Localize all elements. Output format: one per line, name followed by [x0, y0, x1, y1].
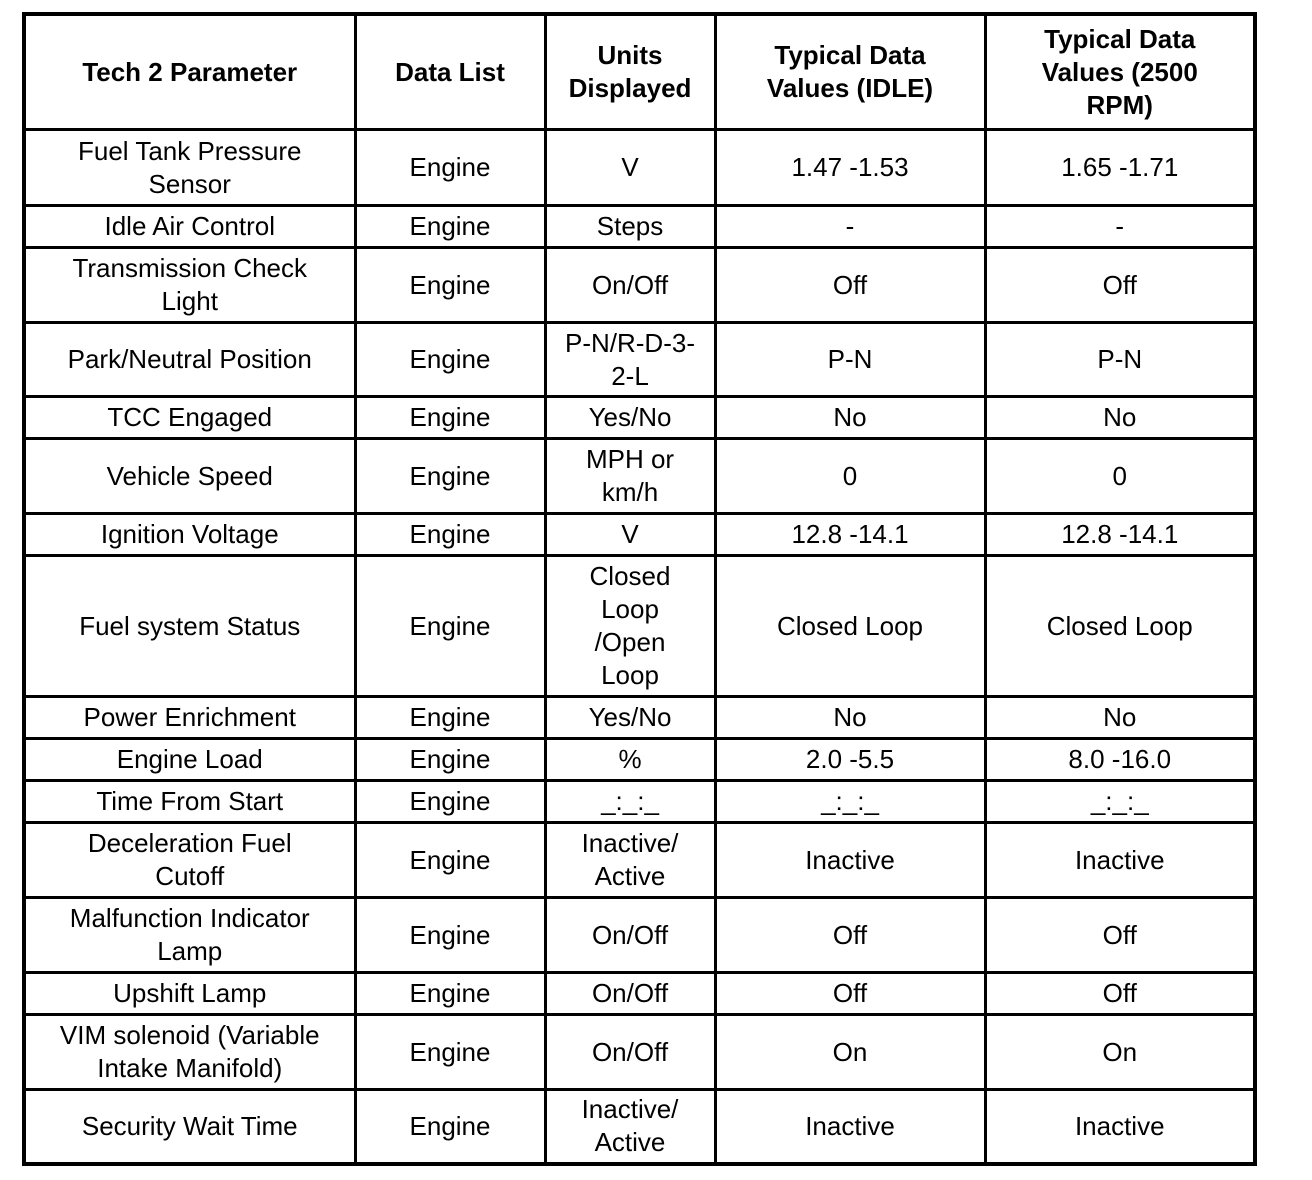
cell-2500rpm-value: 8.0 -16.0 [985, 739, 1255, 781]
cell-idle-value: _:_:_ [715, 781, 985, 823]
cell-data-list: Engine [355, 206, 545, 248]
table-row [24, 514, 1255, 556]
cell-data-list: Engine [355, 1015, 545, 1090]
cell-parameter: Idle Air Control [24, 206, 355, 248]
parameter-table [22, 12, 1257, 1166]
cell-data-list: Engine [355, 823, 545, 898]
cell-parameter: Ignition Voltage [24, 514, 355, 556]
cell-2500rpm-value: 12.8 -14.1 [985, 514, 1255, 556]
cell-idle-value: No [715, 697, 985, 739]
cell-parameter: Fuel Tank Pressure Sensor [24, 130, 355, 206]
cell-2500rpm-value: Inactive [985, 823, 1255, 898]
cell-units: Closed Loop /Open Loop [545, 556, 715, 697]
table-row [24, 248, 1255, 323]
table-row [24, 556, 1255, 697]
cell-units: On/Off [545, 973, 715, 1015]
cell-parameter: Vehicle Speed [24, 439, 355, 514]
cell-parameter: Transmission Check Light [24, 248, 355, 323]
cell-data-list: Engine [355, 781, 545, 823]
cell-idle-value: On [715, 1015, 985, 1090]
table-row [24, 823, 1255, 898]
cell-parameter: Power Enrichment [24, 697, 355, 739]
cell-parameter: Upshift Lamp [24, 973, 355, 1015]
cell-units: Inactive/ Active [545, 823, 715, 898]
cell-data-list: Engine [355, 1090, 545, 1164]
table-row [24, 739, 1255, 781]
cell-data-list: Engine [355, 397, 545, 439]
table-row [24, 973, 1255, 1015]
cell-2500rpm-value: P-N [985, 323, 1255, 397]
cell-2500rpm-value: Off [985, 248, 1255, 323]
table-row [24, 781, 1255, 823]
cell-parameter: Security Wait Time [24, 1090, 355, 1164]
table-row [24, 697, 1255, 739]
cell-idle-value: 2.0 -5.5 [715, 739, 985, 781]
cell-units: MPH or km/h [545, 439, 715, 514]
cell-2500rpm-value: 0 [985, 439, 1255, 514]
cell-parameter: Deceleration Fuel Cutoff [24, 823, 355, 898]
cell-units: On/Off [545, 1015, 715, 1090]
cell-units: On/Off [545, 248, 715, 323]
cell-2500rpm-value: Closed Loop [985, 556, 1255, 697]
cell-idle-value: 1.47 -1.53 [715, 130, 985, 206]
cell-2500rpm-value: No [985, 397, 1255, 439]
header-units-displayed: Units Displayed [545, 14, 715, 130]
header-typical-2500rpm: Typical Data Values (2500 RPM) [985, 14, 1255, 130]
cell-idle-value: Closed Loop [715, 556, 985, 697]
cell-2500rpm-value: On [985, 1015, 1255, 1090]
cell-2500rpm-value: No [985, 697, 1255, 739]
cell-2500rpm-value: Off [985, 898, 1255, 973]
cell-2500rpm-value: - [985, 206, 1255, 248]
cell-units: Yes/No [545, 697, 715, 739]
cell-data-list: Engine [355, 439, 545, 514]
cell-parameter: Park/Neutral Position [24, 323, 355, 397]
cell-idle-value: No [715, 397, 985, 439]
table-row [24, 1015, 1255, 1090]
table-row [24, 397, 1255, 439]
table-row [24, 323, 1255, 397]
cell-idle-value: 12.8 -14.1 [715, 514, 985, 556]
cell-parameter: Engine Load [24, 739, 355, 781]
cell-units: Yes/No [545, 397, 715, 439]
cell-idle-value: Inactive [715, 823, 985, 898]
cell-units: V [545, 514, 715, 556]
cell-idle-value: Off [715, 898, 985, 973]
cell-units: % [545, 739, 715, 781]
header-tech2-parameter: Tech 2 Parameter [24, 14, 355, 130]
cell-data-list: Engine [355, 739, 545, 781]
cell-units: _:_:_ [545, 781, 715, 823]
cell-parameter: VIM solenoid (Variable Intake Manifold) [24, 1015, 355, 1090]
cell-units: Inactive/ Active [545, 1090, 715, 1164]
cell-2500rpm-value: 1.65 -1.71 [985, 130, 1255, 206]
cell-idle-value: Off [715, 248, 985, 323]
cell-data-list: Engine [355, 514, 545, 556]
cell-data-list: Engine [355, 898, 545, 973]
cell-parameter: Time From Start [24, 781, 355, 823]
cell-parameter: Fuel system Status [24, 556, 355, 697]
table-row [24, 898, 1255, 973]
cell-parameter: Malfunction Indicator Lamp [24, 898, 355, 973]
cell-data-list: Engine [355, 556, 545, 697]
cell-data-list: Engine [355, 130, 545, 206]
cell-parameter: TCC Engaged [24, 397, 355, 439]
table-row [24, 206, 1255, 248]
table-row [24, 439, 1255, 514]
cell-2500rpm-value: Off [985, 973, 1255, 1015]
table-header-row [24, 14, 1255, 130]
cell-units: On/Off [545, 898, 715, 973]
table-row [24, 130, 1255, 206]
cell-data-list: Engine [355, 323, 545, 397]
cell-idle-value: Inactive [715, 1090, 985, 1164]
cell-data-list: Engine [355, 697, 545, 739]
cell-units: Steps [545, 206, 715, 248]
header-typical-idle: Typical Data Values (IDLE) [715, 14, 985, 130]
table-row [24, 1090, 1255, 1164]
cell-idle-value: - [715, 206, 985, 248]
cell-2500rpm-value: Inactive [985, 1090, 1255, 1164]
cell-idle-value: Off [715, 973, 985, 1015]
header-data-list: Data List [355, 14, 545, 130]
cell-units: P-N/R-D-3- 2-L [545, 323, 715, 397]
cell-2500rpm-value: _:_:_ [985, 781, 1255, 823]
cell-data-list: Engine [355, 973, 545, 1015]
cell-data-list: Engine [355, 248, 545, 323]
cell-idle-value: 0 [715, 439, 985, 514]
cell-idle-value: P-N [715, 323, 985, 397]
cell-units: V [545, 130, 715, 206]
